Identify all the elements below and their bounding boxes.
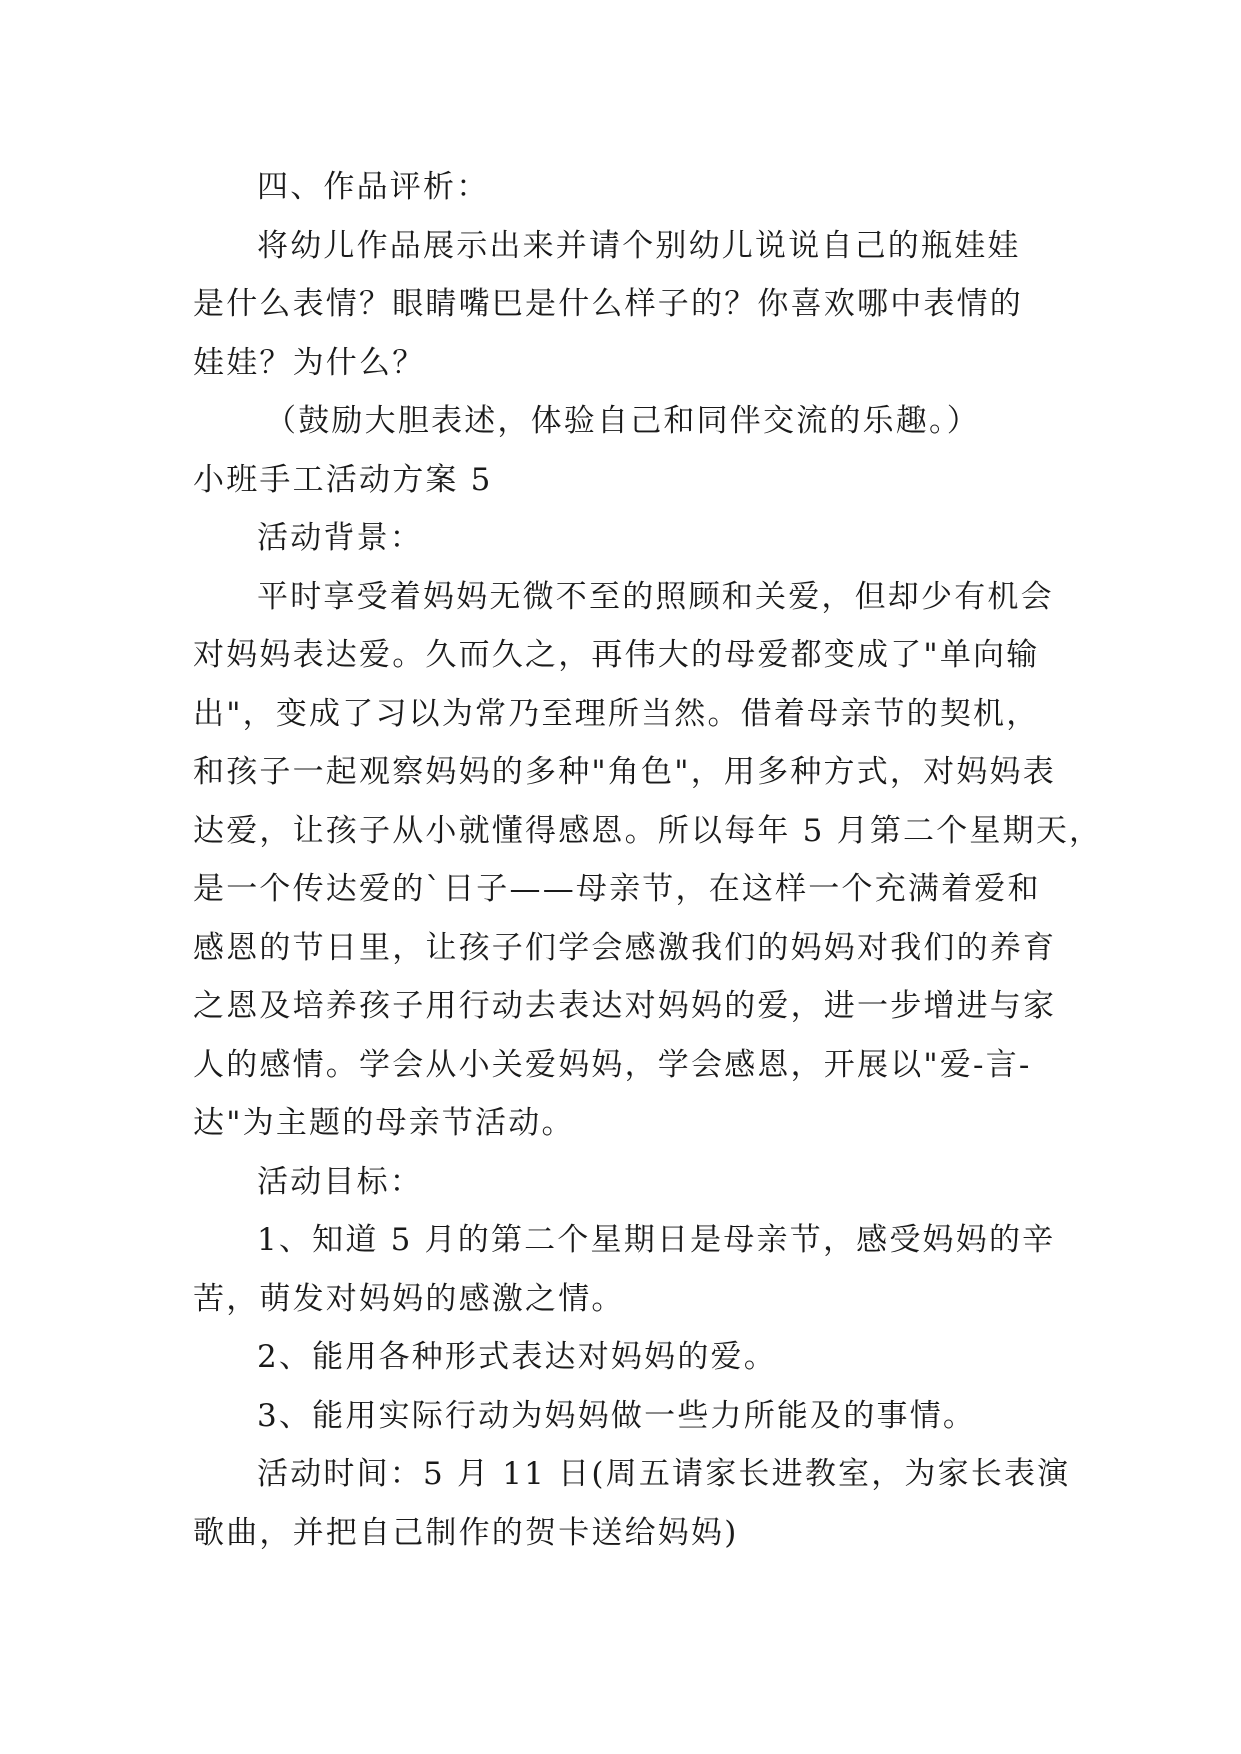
paragraph-line: （鼓励大胆表述，体验自己和同伴交流的乐趣。） <box>265 403 980 439</box>
heading-background: 活动背景： <box>257 520 423 556</box>
paragraph-line: 达"为主题的母亲节活动。 <box>193 1105 575 1141</box>
paragraph-line: 之恩及培养孩子用行动去表达对妈妈的爱，进一步增进与家 <box>193 988 1057 1024</box>
paragraph-line: 人的感情。学会从小关爱妈妈，学会感恩，开展以"爱-言- <box>193 1046 1032 1083</box>
list-item: 1、知道 5 月的第二个星期日是母亲节，感受妈妈的辛 <box>257 1222 1056 1258</box>
heading-goals: 活动目标： <box>257 1163 423 1200</box>
paragraph-line: 对妈妈表达爱。久而久之，再伟大的母爱都变成了"单向输 <box>193 637 1040 673</box>
section-title: 小班手工活动方案 5 <box>193 461 493 498</box>
paragraph-line: 苦，萌发对妈妈的感激之情。 <box>193 1280 625 1317</box>
paragraph-line: 是一个传达爱的`日子——母亲节，在这样一个充满着爱和 <box>193 871 1041 907</box>
list-item: 2、能用各种形式表达对妈妈的爱。 <box>257 1339 777 1375</box>
paragraph-line: 将幼儿作品展示出来并请个别幼儿说说自己的瓶娃娃 <box>257 227 1021 264</box>
paragraph-line: 娃娃？为什么？ <box>193 344 426 381</box>
heading-work-review: 四、作品评析： <box>257 169 490 205</box>
list-item: 3、能用实际行动为妈妈做一些力所能及的事情。 <box>257 1397 977 1434</box>
paragraph-line: 出"，变成了习以为常乃至理所当然。借着母亲节的契机， <box>193 695 1040 732</box>
paragraph-line: 感恩的节日里，让孩子们学会感激我们的妈妈对我们的养育 <box>193 929 1057 966</box>
document-body <box>193 158 1103 1562</box>
paragraph-line: 歌曲，并把自己制作的贺卡送给妈妈) <box>193 1514 739 1551</box>
activity-time-line: 活动时间：5 月 11 日(周五请家长进教室，为家长表演 <box>257 1456 1071 1492</box>
paragraph-line: 是什么表情？眼睛嘴巴是什么样子的？你喜欢哪中表情的 <box>193 286 1023 322</box>
paragraph-line: 平时享受着妈妈无微不至的照顾和关爱，但却少有机会 <box>257 578 1054 615</box>
paragraph-line: 和孩子一起观察妈妈的多种"角色"，用多种方式，对妈妈表 <box>193 754 1056 790</box>
paragraph-line: 达爱，让孩子从小就懂得感恩。所以每年 5 月第二个星期天， <box>193 812 1103 849</box>
